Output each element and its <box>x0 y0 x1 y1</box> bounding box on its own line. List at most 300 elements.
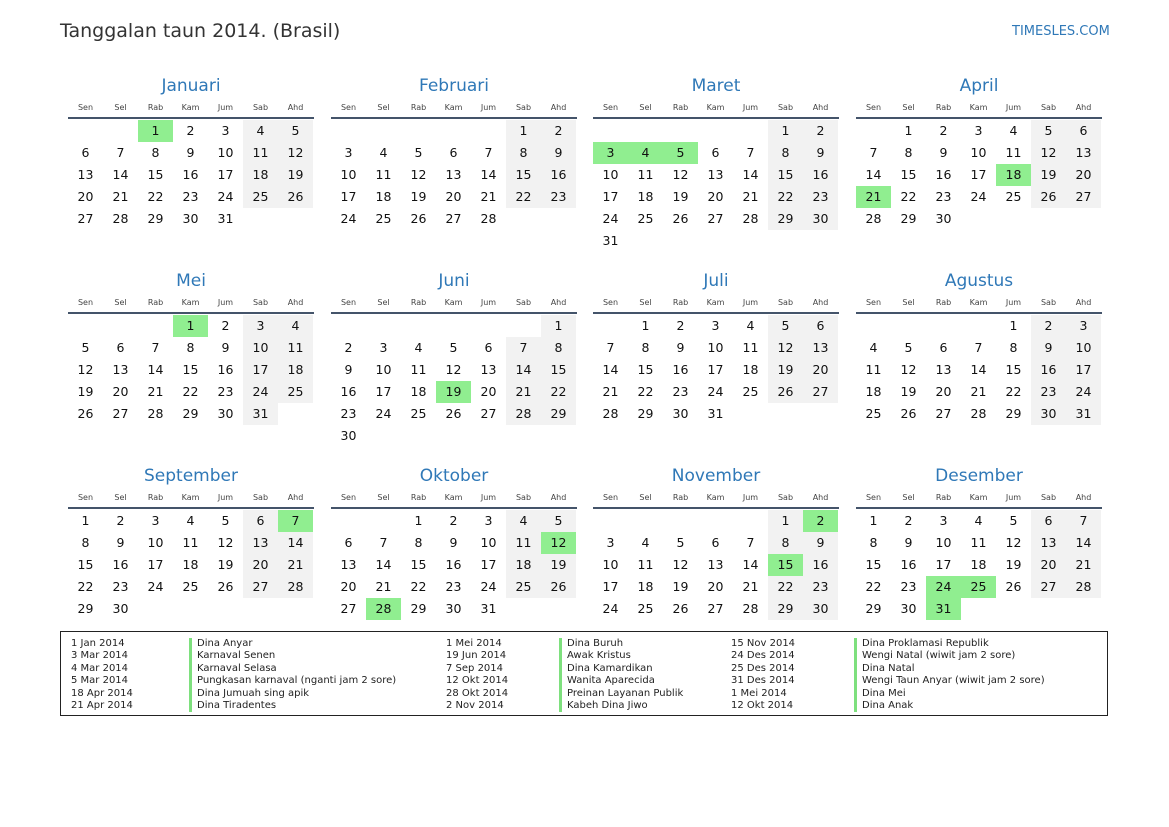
day-cell: 23 <box>217 384 234 399</box>
holiday-day-cell: 12 <box>541 532 576 554</box>
weekday-header <box>593 487 839 509</box>
holiday-day-cell: 4 <box>628 142 663 164</box>
weekday-label: Ahd <box>287 102 304 112</box>
weekday-label: Sab <box>777 492 794 502</box>
day-grid <box>856 315 1102 425</box>
day-cell: 27 <box>1066 186 1101 208</box>
legend-name: Wengi Taun Anyar (wiwit jam 2 sore) <box>862 675 1045 687</box>
weekday-header <box>68 487 314 509</box>
day-cell: 29 <box>1005 406 1022 421</box>
day-cell: 11 <box>742 340 759 355</box>
weekday-label: Sab <box>777 102 794 112</box>
day-cell: 6 <box>1031 510 1066 532</box>
month-april <box>856 75 1102 230</box>
day-cell: 17 <box>147 557 164 572</box>
day-cell: 19 <box>672 579 689 594</box>
day-cell: 6 <box>939 340 948 355</box>
day-cell: 10 <box>480 535 497 550</box>
weekday-label: Sen <box>865 492 882 502</box>
weekday-label: Kam <box>181 102 200 112</box>
day-cell: 7 <box>484 145 493 160</box>
day-cell: 14 <box>742 167 759 182</box>
empty-cell <box>698 510 733 532</box>
empty-cell <box>471 315 506 337</box>
day-cell: 23 <box>803 186 838 208</box>
day-grid <box>593 510 839 620</box>
legend-name: Preinan Layanan Publik <box>567 687 684 699</box>
holiday-day-cell: 18 <box>996 164 1031 186</box>
day-cell: 13 <box>77 167 94 182</box>
day-cell: 9 <box>676 340 685 355</box>
day-cell: 21 <box>602 384 619 399</box>
day-cell: 29 <box>77 601 94 616</box>
weekday-label: Sen <box>865 297 882 307</box>
day-cell: 17 <box>602 189 619 204</box>
weekday-label: Rab <box>672 102 689 112</box>
weekday-label: Ahd <box>287 492 304 502</box>
weekday-label: Jum <box>217 297 234 307</box>
empty-cell <box>436 120 471 142</box>
weekday-label: Sen <box>77 102 94 112</box>
day-cell: 4 <box>506 510 541 532</box>
weekday-label: Sel <box>639 492 652 502</box>
day-cell: 6 <box>484 340 493 355</box>
legend-date: 31 Des 2014 <box>731 675 795 687</box>
day-cell: 29 <box>147 211 164 226</box>
weekday-label: Sab <box>252 492 269 502</box>
day-cell: 24 <box>375 406 392 421</box>
day-cell: 6 <box>344 535 353 550</box>
weekday-label: Sen <box>602 102 619 112</box>
holiday-day-cell: 1 <box>138 120 173 142</box>
day-cell: 25 <box>637 601 654 616</box>
weekday-label: Jum <box>480 102 497 112</box>
day-cell: 10 <box>375 362 392 377</box>
weekday-label: Sen <box>340 492 357 502</box>
day-cell: 26 <box>445 406 462 421</box>
weekday-label: Sel <box>639 102 652 112</box>
month-name: Mei <box>176 271 206 291</box>
weekday-header <box>331 292 577 314</box>
weekday-label: Ahd <box>812 492 829 502</box>
weekday-label: Kam <box>969 297 988 307</box>
day-cell: 11 <box>637 167 654 182</box>
day-cell: 21 <box>112 189 129 204</box>
day-cell: 4 <box>1009 123 1018 138</box>
legend-dates-col3 <box>731 638 795 712</box>
month-agustus <box>856 270 1102 425</box>
weekday-label: Kam <box>706 492 725 502</box>
legend-name: Dina Anak <box>862 700 914 712</box>
day-cell: 8 <box>768 532 803 554</box>
day-cell: 14 <box>375 557 392 572</box>
day-cell: 27 <box>77 211 94 226</box>
day-cell: 7 <box>1066 510 1101 532</box>
day-cell: 29 <box>410 601 427 616</box>
day-cell: 13 <box>1066 142 1101 164</box>
empty-cell <box>733 510 768 532</box>
day-cell: 26 <box>217 579 234 594</box>
site-link[interactable]: TIMESLES.COM <box>1012 24 1110 39</box>
day-cell: 3 <box>1066 315 1101 337</box>
day-cell: 9 <box>116 535 125 550</box>
day-cell: 7 <box>506 337 541 359</box>
day-cell: 7 <box>151 340 160 355</box>
month-name: Maret <box>691 76 741 96</box>
weekday-label: Rab <box>935 297 952 307</box>
day-cell: 22 <box>77 579 94 594</box>
day-cell: 18 <box>970 557 987 572</box>
day-cell: 23 <box>182 189 199 204</box>
day-cell: 15 <box>768 164 803 186</box>
legend-name: Kabeh Dina Jiwo <box>567 700 648 712</box>
day-cell: 8 <box>541 337 576 359</box>
day-cell: 13 <box>935 362 952 377</box>
day-cell: 3 <box>974 123 983 138</box>
day-cell: 20 <box>1066 164 1101 186</box>
day-cell: 28 <box>147 406 164 421</box>
day-cell: 12 <box>217 535 234 550</box>
weekday-label: Ahd <box>550 492 567 502</box>
day-cell: 29 <box>768 598 803 620</box>
empty-cell <box>663 510 698 532</box>
day-cell: 22 <box>768 186 803 208</box>
day-cell: 25 <box>243 186 278 208</box>
day-cell: 22 <box>410 579 427 594</box>
day-cell: 7 <box>606 340 615 355</box>
day-cell: 10 <box>970 145 987 160</box>
legend-date: 4 Mar 2014 <box>71 662 129 674</box>
day-cell: 26 <box>77 406 94 421</box>
day-cell: 24 <box>243 381 278 403</box>
weekday-label: Sen <box>340 102 357 112</box>
day-cell: 3 <box>243 315 278 337</box>
day-cell: 17 <box>1066 359 1101 381</box>
day-cell: 16 <box>112 557 129 572</box>
legend-name: Karnaval Senen <box>197 650 276 662</box>
legend-date: 21 Apr 2014 <box>71 700 133 712</box>
day-cell: 30 <box>900 601 917 616</box>
day-cell: 18 <box>375 189 392 204</box>
day-cell: 23 <box>112 579 129 594</box>
day-cell: 1 <box>81 513 90 528</box>
month-november <box>593 465 839 620</box>
day-cell: 23 <box>1031 381 1066 403</box>
day-cell: 24 <box>340 211 357 226</box>
weekday-label: Rab <box>672 297 689 307</box>
empty-cell <box>628 510 663 532</box>
day-cell: 12 <box>77 362 94 377</box>
day-cell: 26 <box>900 406 917 421</box>
day-cell: 8 <box>641 340 650 355</box>
day-cell: 13 <box>480 362 497 377</box>
day-cell: 6 <box>803 315 838 337</box>
day-cell: 6 <box>81 145 90 160</box>
holiday-legend <box>60 631 1108 716</box>
day-grid <box>856 120 1102 230</box>
day-cell: 1 <box>768 120 803 142</box>
day-cell: 17 <box>707 362 724 377</box>
holiday-day-cell: 19 <box>436 381 471 403</box>
day-cell: 4 <box>641 535 650 550</box>
day-cell: 16 <box>900 557 917 572</box>
day-cell: 16 <box>340 384 357 399</box>
weekday-label: Jum <box>480 492 497 502</box>
day-cell: 30 <box>340 428 357 443</box>
day-cell: 14 <box>147 362 164 377</box>
day-cell: 23 <box>340 406 357 421</box>
day-cell: 2 <box>116 513 125 528</box>
weekday-label: Kam <box>181 297 200 307</box>
day-cell: 11 <box>637 557 654 572</box>
day-cell: 16 <box>803 554 838 576</box>
weekday-label: Kam <box>969 102 988 112</box>
day-cell: 22 <box>541 381 576 403</box>
day-cell: 28 <box>602 406 619 421</box>
day-cell: 14 <box>480 167 497 182</box>
day-cell: 23 <box>672 384 689 399</box>
day-cell: 23 <box>445 579 462 594</box>
empty-cell <box>436 315 471 337</box>
day-cell: 4 <box>186 513 195 528</box>
day-cell: 14 <box>506 359 541 381</box>
day-cell: 11 <box>243 142 278 164</box>
day-cell: 27 <box>803 381 838 403</box>
day-cell: 16 <box>1031 359 1066 381</box>
day-cell: 15 <box>410 557 427 572</box>
day-cell: 15 <box>900 167 917 182</box>
month-name: November <box>671 466 761 486</box>
day-cell: 19 <box>541 554 576 576</box>
day-cell: 22 <box>147 189 164 204</box>
day-cell: 8 <box>506 142 541 164</box>
holiday-day-cell: 25 <box>961 576 996 598</box>
legend-date: 28 Okt 2014 <box>446 687 509 699</box>
day-cell: 16 <box>803 164 838 186</box>
legend-names-col1 <box>189 638 396 712</box>
day-cell: 17 <box>375 384 392 399</box>
month-maret <box>593 75 839 252</box>
legend-name: Dina Mei <box>862 687 906 699</box>
day-cell: 31 <box>602 233 619 248</box>
empty-cell <box>138 315 173 337</box>
legend-date: 12 Okt 2014 <box>731 700 794 712</box>
holiday-day-cell: 28 <box>366 598 401 620</box>
weekday-label: Sel <box>377 297 390 307</box>
day-cell: 15 <box>865 557 882 572</box>
day-cell: 27 <box>340 601 357 616</box>
day-cell: 18 <box>410 384 427 399</box>
day-cell: 13 <box>1031 532 1066 554</box>
day-grid <box>331 120 577 230</box>
empty-cell <box>103 315 138 337</box>
day-cell: 31 <box>1066 403 1101 425</box>
day-cell: 31 <box>217 211 234 226</box>
day-cell: 22 <box>506 186 541 208</box>
legend-name: Dina Tiradentes <box>197 700 277 712</box>
month-name: Agustus <box>944 271 1014 291</box>
day-cell: 25 <box>182 579 199 594</box>
day-cell: 18 <box>243 164 278 186</box>
empty-cell <box>593 120 628 142</box>
weekday-label: Sel <box>902 492 915 502</box>
empty-cell <box>471 120 506 142</box>
weekday-label: Jum <box>217 102 234 112</box>
day-grid <box>593 120 839 252</box>
weekday-label: Jum <box>742 102 759 112</box>
day-cell: 22 <box>637 384 654 399</box>
day-cell: 14 <box>865 167 882 182</box>
legend-date: 1 Jan 2014 <box>71 638 125 649</box>
day-cell: 12 <box>672 557 689 572</box>
legend-name: Pungkasan karnaval (nganti jam 2 sore) <box>197 675 397 687</box>
month-juni <box>331 270 577 447</box>
day-cell: 27 <box>1031 576 1066 598</box>
day-cell: 5 <box>1031 120 1066 142</box>
legend-name: Wanita Aparecida <box>567 675 655 687</box>
day-cell: 17 <box>970 167 987 182</box>
weekday-label: Kam <box>969 492 988 502</box>
weekday-label: Sab <box>252 297 269 307</box>
day-cell: 28 <box>742 601 759 616</box>
day-grid <box>856 510 1102 620</box>
day-cell: 29 <box>768 208 803 230</box>
day-cell: 16 <box>541 164 576 186</box>
day-cell: 28 <box>1066 576 1101 598</box>
day-cell: 20 <box>480 384 497 399</box>
day-cell: 2 <box>1031 315 1066 337</box>
day-cell: 5 <box>1009 513 1018 528</box>
day-cell: 21 <box>742 189 759 204</box>
day-cell: 6 <box>449 145 458 160</box>
empty-cell <box>366 315 401 337</box>
holiday-day-cell: 7 <box>278 510 313 532</box>
weekday-label: Sel <box>114 297 127 307</box>
weekday-label: Ahd <box>550 102 567 112</box>
day-grid <box>593 315 839 425</box>
day-cell: 10 <box>707 340 724 355</box>
empty-cell <box>961 315 996 337</box>
day-cell: 1 <box>1009 318 1018 333</box>
day-cell: 17 <box>935 557 952 572</box>
day-cell: 11 <box>506 532 541 554</box>
empty-cell <box>733 120 768 142</box>
weekday-label: Jum <box>1005 102 1022 112</box>
day-cell: 7 <box>379 535 388 550</box>
weekday-label: Sab <box>515 297 532 307</box>
weekday-label: Sel <box>639 297 652 307</box>
day-cell: 25 <box>278 381 313 403</box>
weekday-label: Sel <box>377 492 390 502</box>
day-cell: 25 <box>1005 189 1022 204</box>
day-cell: 25 <box>506 576 541 598</box>
day-cell: 14 <box>970 362 987 377</box>
day-cell: 5 <box>449 340 458 355</box>
legend-name: Awak Kristus <box>567 650 631 662</box>
day-cell: 12 <box>900 362 917 377</box>
weekday-label: Sen <box>77 492 94 502</box>
day-cell: 19 <box>672 189 689 204</box>
day-cell: 26 <box>1031 186 1066 208</box>
day-cell: 25 <box>865 406 882 421</box>
day-cell: 5 <box>768 315 803 337</box>
day-cell: 16 <box>445 557 462 572</box>
day-cell: 8 <box>186 340 195 355</box>
day-cell: 16 <box>672 362 689 377</box>
day-cell: 14 <box>1066 532 1101 554</box>
day-cell: 28 <box>278 576 313 598</box>
weekday-label: Kam <box>444 492 463 502</box>
day-cell: 5 <box>278 120 313 142</box>
legend-dates-col1 <box>71 638 133 712</box>
day-cell: 29 <box>865 601 882 616</box>
empty-cell <box>628 120 663 142</box>
weekday-label: Rab <box>147 102 164 112</box>
empty-cell <box>401 120 436 142</box>
day-cell: 5 <box>81 340 90 355</box>
day-cell: 13 <box>707 167 724 182</box>
day-cell: 29 <box>182 406 199 421</box>
weekday-header <box>68 292 314 314</box>
day-cell: 6 <box>711 145 720 160</box>
month-name: Juli <box>703 271 729 291</box>
day-cell: 3 <box>221 123 230 138</box>
day-cell: 9 <box>221 340 230 355</box>
day-cell: 17 <box>340 189 357 204</box>
day-cell: 11 <box>182 535 199 550</box>
legend-date: 18 Apr 2014 <box>71 687 133 699</box>
day-cell: 21 <box>970 384 987 399</box>
day-cell: 16 <box>182 167 199 182</box>
month-name: Oktober <box>419 466 489 486</box>
day-cell: 10 <box>217 145 234 160</box>
day-grid <box>68 120 314 230</box>
holiday-day-cell: 3 <box>593 142 628 164</box>
weekday-label: Sab <box>515 492 532 502</box>
empty-cell <box>68 120 103 142</box>
day-cell: 8 <box>869 535 878 550</box>
day-cell: 9 <box>904 535 913 550</box>
day-grid <box>68 510 314 620</box>
day-cell: 22 <box>182 384 199 399</box>
day-cell: 9 <box>344 362 353 377</box>
day-grid <box>331 315 577 447</box>
weekday-label: Ahd <box>1075 492 1092 502</box>
day-cell: 19 <box>768 359 803 381</box>
legend-date: 19 Jun 2014 <box>446 650 507 662</box>
day-cell: 24 <box>1066 381 1101 403</box>
day-cell: 2 <box>939 123 948 138</box>
weekday-header <box>593 292 839 314</box>
day-cell: 18 <box>865 384 882 399</box>
weekday-header <box>68 97 314 119</box>
day-cell: 29 <box>900 211 917 226</box>
legend-name: Dina Natal <box>862 662 915 674</box>
empty-cell <box>331 510 366 532</box>
day-cell: 30 <box>672 406 689 421</box>
day-cell: 30 <box>803 208 838 230</box>
day-cell: 12 <box>768 337 803 359</box>
day-cell: 18 <box>637 579 654 594</box>
day-cell: 9 <box>541 142 576 164</box>
day-cell: 27 <box>480 406 497 421</box>
day-cell: 28 <box>480 211 497 226</box>
day-cell: 21 <box>278 554 313 576</box>
legend-date: 2 Nov 2014 <box>446 700 504 712</box>
month-name: September <box>144 466 238 486</box>
day-cell: 28 <box>506 403 541 425</box>
day-cell: 2 <box>803 120 838 142</box>
